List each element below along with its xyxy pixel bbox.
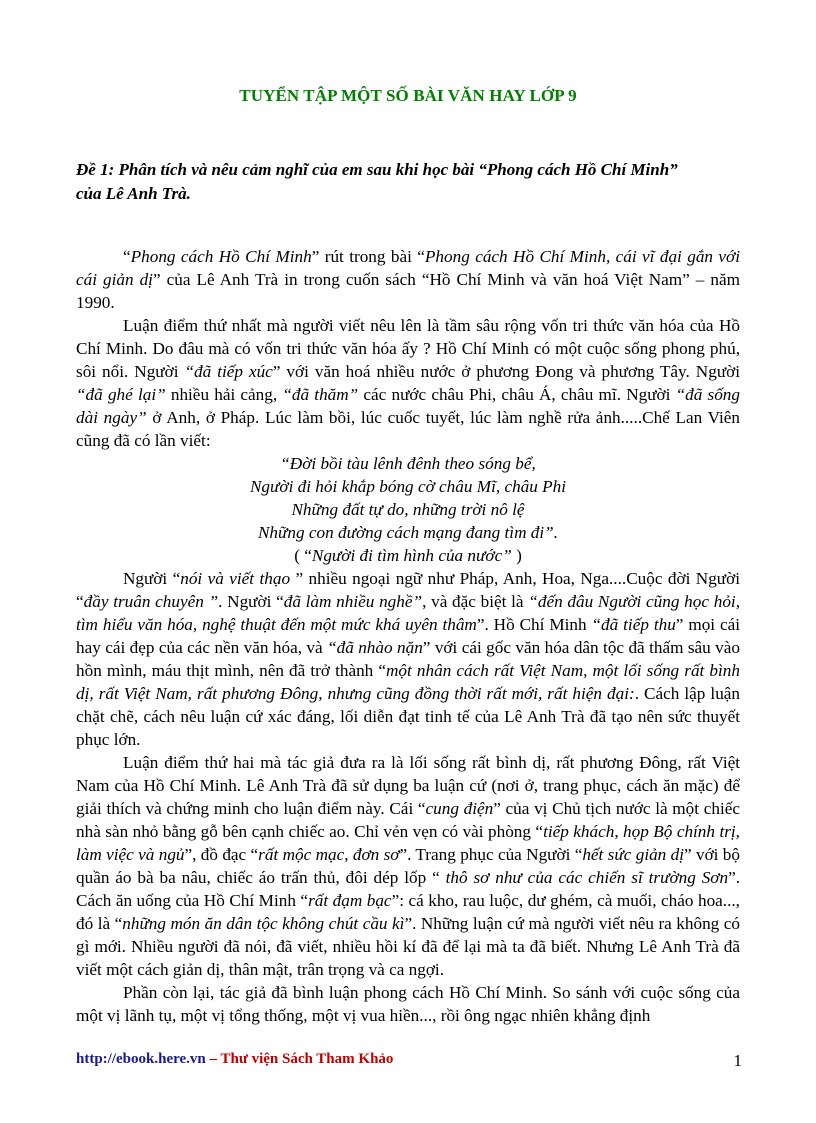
text-run: , và đặc biệt là — [422, 592, 529, 611]
text-run: . Cách lập luận chặt chẽ, cách nêu luận cứ xác đáng, lối diễn đạt tinh tế của Lê Anh Trà đã tạo nên sức thuyết phục lớn. — [76, 684, 741, 749]
text-run-italic: đã làm nhiều nghề” — [283, 592, 423, 611]
paragraph-3 — [76, 567, 740, 751]
footer-separator: – — [205, 1051, 221, 1067]
text-run: nhiều hải cảng, — [165, 385, 283, 404]
text-run: ” với cái gốc văn hóa dân tộc đã thấm sâu vào hồn mình, máu thịt mình, nên đã trở thành “ — [76, 638, 741, 680]
text-run-italic: hết sức giản dị — [582, 845, 685, 864]
essay-prompt-line-1: Đề 1: Phân tích và nêu cảm nghĩ của em sau khi học bài “Phong cách Hồ Chí Minh” — [76, 160, 678, 179]
text-run-italic: “đã nhào nặn — [327, 638, 423, 657]
text-run-italic: “đã tiếp thu — [591, 615, 676, 634]
essay-prompt-line-2: của Lê Anh Trà. — [76, 184, 191, 203]
website-link[interactable]: http://ebook.here.vn — [76, 1051, 206, 1067]
text-run: Luận điểm thứ nhất mà người viết nêu lên là tầm sâu rộng vốn tri thức văn hóa của Hồ Chí Minh. Do đâu mà có vốn tri thức văn hóa ấy ? Hồ Chí Minh có một cuộc sống phong phú, sôi nổi. Người — [76, 316, 740, 381]
text-run-italic: tiếp khách, họp Bộ chính trị, làm việc và ngủ — [76, 822, 740, 864]
text-run: ”. Cách ăn uống của Hồ Chí Minh “ — [76, 868, 740, 910]
text-run-italic: “đã tiếp xúc — [184, 362, 273, 381]
essay-body — [76, 245, 740, 1027]
text-run-italic: Phong cách Hồ Chí Minh — [130, 247, 312, 266]
poem-quote — [76, 452, 740, 567]
text-run: ” của vị Chủ tịch nước là một chiếc nhà sàn nhỏ bằng gỗ bên cạnh chiếc ao. Chỉ vẻn vẹn có vài phòng “ — [76, 799, 740, 841]
page-number: 1 — [733, 1051, 742, 1070]
poem-line-3: Những đất tự do, những trời nô lệ — [291, 500, 525, 519]
text-run-italic: “đã sống dài ngày” — [76, 385, 740, 427]
text-run: ”. Hồ Chí Minh — [476, 615, 592, 634]
text-run: ) — [511, 546, 522, 565]
text-run-italic: thô sơ như của các chiến sĩ trường Sơn — [445, 868, 729, 887]
text-run: ”: cá kho, rau luộc, dư ghém, cà muối, cháo hoa..., đó là “ — [76, 891, 740, 933]
text-run: ” với văn hoá nhiều nước ở phương Đong và phương Tây. Người — [272, 362, 740, 381]
text-run: “ — [123, 247, 131, 266]
text-run-italic: rất mộc mạc, đơn sơ — [258, 845, 400, 864]
text-run: Luận điểm thứ hai mà tác giả đưa ra là lối sống rất bình dị, rất phương Đông, rất Việt Nam của Hồ Chí Minh. Lê Anh Trà đã sử dụng ba luận cứ (nơi ở, trang phục, cách ăn mặc) để giải thích và chứng minh cho luận điểm này. Cái “ — [76, 753, 740, 818]
text-run-italic: cung điện — [425, 799, 494, 818]
poem-line-2: Người đi hỏi khắp bóng cờ châu Mĩ, châu Phi — [249, 477, 567, 496]
text-run-italic: “đã ghé lại” — [76, 385, 166, 404]
paragraph-1 — [76, 245, 740, 314]
poem-line-1: “Đời bồi tàu lênh đênh theo sóng bể, — [280, 454, 536, 473]
text-run: ”. Những luận cứ mà người viết nêu ra không có gì mới. Nhiều người đã nói, đã viết, nhiều hồi kí đã để lại mà ta đã biết. Nhưng Lê Anh Trà đã viết một cách giản dị, thân mật, trân trọng và ca ngợi. — [76, 914, 740, 979]
text-run-italic: “đã thăm” — [282, 385, 359, 404]
text-run-italic: một nhân cách rất Việt Nam, một lối sống rất bình dị, rất Việt Nam, rất phương Đông, nhưng cũng đồng thời rất mới, rất hiện đại: — [76, 661, 740, 703]
text-run: ” của Lê Anh Trà in trong cuốn sách “Hồ Chí Minh và văn hoá Việt Nam” – năm 1990. — [76, 270, 740, 312]
text-run-italic: rất đạm bạc — [308, 891, 392, 910]
text-run-italic: những món ăn dân tộc không chút cầu kì — [122, 914, 405, 933]
text-run-italic: đầy truân chuyên ” — [83, 592, 219, 611]
text-run: ” mọi cái hay cái đẹp của các nền văn hóa, và — [76, 615, 741, 657]
text-run: ” nhiều ngoại ngữ như Pháp, Anh, Hoa, Nga....Cuộc đời Người “ — [76, 569, 740, 611]
poem-source — [76, 544, 740, 567]
page-footer — [76, 1051, 742, 1073]
text-run: . Người “ — [218, 592, 284, 611]
text-run: Người “ — [123, 569, 181, 588]
text-run: ”, đồ đạc “ — [184, 845, 259, 864]
document-title: TUYỂN TẬP MỘT SỐ BÀI VĂN HAY LỚP 9 — [239, 86, 577, 105]
text-run-italic: nói và viết thạo — [180, 569, 291, 588]
essay-prompt — [76, 158, 742, 206]
text-run: ở Anh, ở Pháp. Lúc làm bồi, lúc cuốc tuyết, lúc làm nghề rửa ảnh.....Chế Lan Viên cũng đã có lần viết: — [76, 408, 741, 450]
library-name: Thư viện Sách Tham Khảo — [220, 1051, 394, 1067]
text-run: ” với bộ quần áo bà ba nâu, chiếc áo trấn thủ, đôi dép lốp “ — [76, 845, 740, 887]
text-run-italic: Người đi tìm hình của nước” — [311, 546, 512, 565]
text-run: ( “ — [294, 546, 312, 565]
text-run: các nước châu Phi, châu Á, châu mĩ. Người — [358, 385, 676, 404]
text-run-italic: Phong cách Hồ Chí Minh, cái vĩ đại gắn với cái giản dị — [76, 247, 740, 289]
paragraph-2 — [76, 314, 740, 452]
paragraph-4 — [76, 751, 740, 981]
paragraph-5: Phần còn lại, tác giả đã bình luận phong cách Hồ Chí Minh. So sánh với cuộc sống của một vị lãnh tụ, một vị tổng thống, một vị vua hiền..., rồi ông ngạc nhiên khẳng định — [76, 983, 740, 1025]
text-run: ”. Trang phục của Người “ — [399, 845, 583, 864]
text-run: ” rút trong bài “ — [311, 247, 425, 266]
text-run-italic: “đến đâu Người cũng học hỏi, tìm hiểu văn hóa, nghệ thuật đến một mức khá uyên thâm — [76, 592, 740, 634]
poem-line-4: Những con đường cách mạng đang tìm đi”. — [257, 523, 559, 542]
